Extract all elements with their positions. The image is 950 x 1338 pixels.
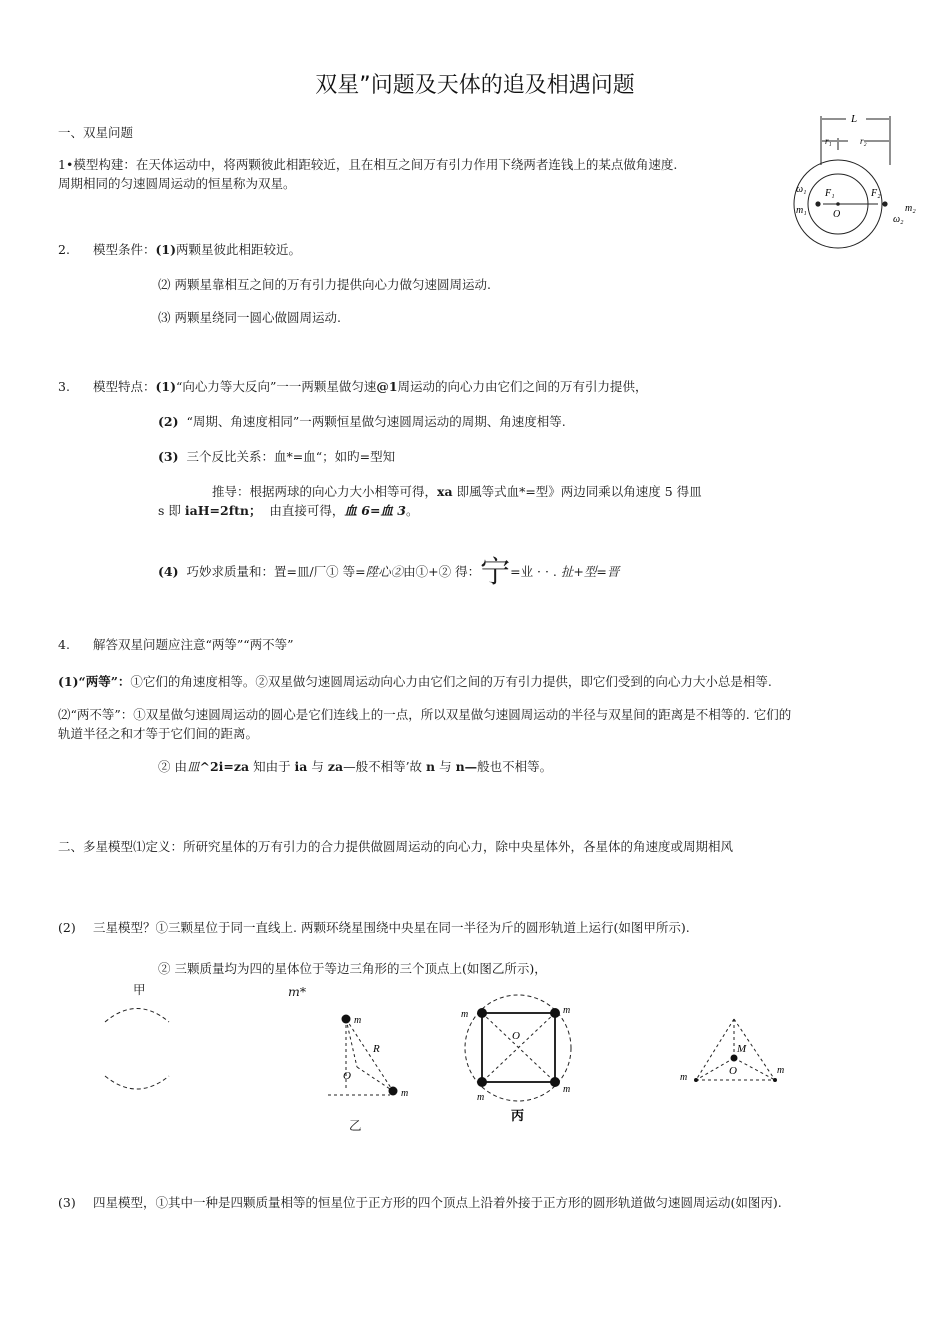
two-equal <box>58 672 772 691</box>
two-equal-label: “两等”： <box>78 674 131 689</box>
star-top <box>342 1015 351 1024</box>
four-star-number: (3) <box>58 1195 76 1210</box>
star-right <box>389 1087 398 1096</box>
label-F1: F₁ <box>825 188 835 199</box>
section2-heading: 二、多星模型⑴定义：所研究星体的万有引力的合力提供做圆周运动的向心力，除中央星体外，各星体的角速度或周期相风 <box>58 839 734 854</box>
derivation2-period: 。 <box>406 503 419 518</box>
ui2-h: —般不相等’故 <box>343 759 427 774</box>
star-bl <box>477 1077 487 1087</box>
figure-yi <box>320 1005 420 1100</box>
two-unequal-line2: 轨道半径之和才等于它们间的距离。 <box>58 726 259 741</box>
condition-3: ⑶ 两颗星绕同一圆心做圆周运动. <box>158 310 341 325</box>
model-features <box>93 377 648 396</box>
four-star-text: 四星模型，①其中一种是四颗质量相等的恒星位于正方形的四个顶点上沿着外接于正方形的圆形轨道做匀速圆周运动(如图丙). <box>93 1195 782 1210</box>
three-star-text: 三星模型？①三颗星位于同一直线上. 两颗环绕星围绕中央星在同一半径为斤的圆形轨道上运行(如图甲所示). <box>93 920 690 935</box>
model-construction-line2: 周期相同的匀速圆周运动的恒星称为双星。 <box>58 176 296 191</box>
figure-yi-caption: 乙 <box>349 1118 362 1133</box>
three-star-number: (2) <box>58 920 76 935</box>
feature-2 <box>158 412 566 431</box>
derivation-text-c: 即風等式血*=型》两边同乘以角速度 5 得皿 <box>456 484 702 499</box>
feature-2-text: “周期、角速度相同”一两颗恒星做匀速圆周运动的周期、角速度相等. <box>186 414 566 429</box>
label-r2: r₂ <box>860 136 867 146</box>
ding-label-m-left: m <box>680 1072 688 1083</box>
ui2-g: za <box>327 759 344 774</box>
feature-4-text-c: 由①+② 得： <box>403 564 481 579</box>
ui2-c: ^2i=za <box>199 759 250 774</box>
section1-heading: 一、双星问题 <box>58 125 134 140</box>
derivation-text-a: 推导：根据两球的向心力大小相等可得， <box>212 484 438 499</box>
label-L: L <box>851 113 858 125</box>
model-conditions <box>93 240 301 259</box>
star-tr <box>550 1008 560 1018</box>
orbit-top-arc <box>105 1009 169 1023</box>
label-r1: r₁ <box>825 136 832 146</box>
three-star-item2: ② 三颗质量均为四的星体位于等边三角形的三个顶点上(如图乙所示)， <box>158 961 547 976</box>
yi-label-m-right: m <box>401 1088 409 1099</box>
label-m2: m₂ <box>905 203 916 214</box>
model-conditions-lead: 模型条件： <box>93 242 156 257</box>
feature-2-number: (2) <box>158 414 179 429</box>
star-br <box>550 1077 560 1087</box>
feature-4-text-e: 扯+型=晋 <box>560 564 620 579</box>
ui2-l: 般也不相等。 <box>477 759 553 774</box>
condition-1-text: 两颗星彼此相距较近。 <box>176 242 302 257</box>
two-unequal-line1: ⑵“两不等”：①双星做匀速圆周运动的圆心是它们连线上的一点，所以双星做匀速圆周运动的半径与双星间的距离是不相等的. 它们的 <box>58 707 792 722</box>
central-star-M <box>731 1055 738 1062</box>
item-2-number: 2. <box>58 242 70 257</box>
derivation2-text-a: s 即 <box>158 503 185 518</box>
feature-4-text-d: =业 · · . <box>510 564 557 579</box>
bing-label-O: O <box>512 1030 520 1042</box>
label-O: O <box>833 209 841 220</box>
feature-4-big-glyph: 宁 <box>480 555 511 590</box>
binary-star-figure <box>788 110 928 260</box>
star-m1 <box>815 201 820 206</box>
ding-star-right <box>773 1078 777 1082</box>
feature-3 <box>158 447 395 466</box>
feature-4-text-b: 陞心② <box>365 564 404 579</box>
figure-jia-mstar: m* <box>288 984 307 999</box>
item-3-number: 3. <box>58 379 70 394</box>
feature-1-text-b: 周运动的向心力由它们之间的万有引力提供， <box>397 379 648 394</box>
condition-1-number: (1) <box>155 242 177 257</box>
feature-4-text-a: 巧妙求质量和：置=皿/厂① 等= <box>186 564 366 579</box>
bing-label-m-tr: m <box>563 1005 571 1016</box>
unequal-item-2 <box>158 757 552 776</box>
ding-label-O: O <box>729 1065 737 1077</box>
feature-1-text-a: “向心力等大反向”一一两颗星做匀速 <box>176 379 377 394</box>
ui2-d: 知由于 <box>249 759 295 774</box>
star-m2 <box>882 201 887 206</box>
ding-star-left <box>694 1078 698 1082</box>
two-equal-text: ①它们的角速度相等。②双星做匀速圆周运动向心力由它们之间的万有引力提供，即它们受到的向心力大小总是相等. <box>130 674 772 689</box>
ui2-b: 皿 <box>186 759 200 774</box>
bing-caption: 丙 <box>511 1108 525 1123</box>
feature-4 <box>158 555 620 590</box>
ui2-e: ia <box>294 759 308 774</box>
figure-jia <box>95 1000 180 1095</box>
ding-label-M: M <box>737 1043 747 1055</box>
ui2-k: n— <box>455 759 478 774</box>
derivation2-bold: iaH=2ftn； <box>184 503 262 518</box>
orbit-bottom-arc <box>105 1076 169 1089</box>
page-title: 双星”问题及天体的追及相遇问题 <box>315 73 635 98</box>
bing-label-m-tl: m <box>461 1009 469 1020</box>
feature-1-number: (1) <box>155 379 177 394</box>
item-4-number: 4. <box>58 637 70 652</box>
label-w1: ω₁ <box>796 184 807 195</box>
derivation2-formula: 血 6=血 3 <box>344 503 406 518</box>
model-features-lead: 模型特点： <box>93 379 156 394</box>
yi-label-O: O <box>343 1070 351 1082</box>
ding-label-m-right: m <box>777 1065 785 1076</box>
figure-central-star <box>676 1012 796 1092</box>
label-w2: ω₂ <box>893 214 904 225</box>
derivation-bold: xa <box>437 484 453 499</box>
yi-label-R: R <box>373 1043 380 1055</box>
feature-1-bold: @1 <box>376 379 398 394</box>
two-equal-number: (1) <box>58 674 79 689</box>
feature-3-number: (3) <box>158 449 179 464</box>
feature-4-number: (4) <box>158 564 179 579</box>
ui2-a: ② 由 <box>158 759 187 774</box>
derivation2-text-c: 由直接可得， <box>269 503 345 518</box>
ui2-i: n <box>426 759 436 774</box>
label-F2: F₂ <box>871 188 881 199</box>
ui2-f: 与 <box>307 759 328 774</box>
figure-jia-caption: 甲 <box>133 982 146 997</box>
yi-label-m-top: m <box>354 1015 362 1026</box>
ui2-j: 与 <box>435 759 456 774</box>
bing-label-m-bl: m <box>477 1092 485 1103</box>
label-m1: m₁ <box>796 205 807 216</box>
item-4-text: 解答双星问题应注意“两等”“两不等” <box>93 637 294 652</box>
derivation-line2 <box>158 501 419 520</box>
derivation-line1 <box>212 482 702 501</box>
bing-label-m-br: m <box>563 1084 571 1095</box>
center-point <box>836 202 840 206</box>
condition-2: ⑵ 两颗星靠相互之间的万有引力提供向心力做匀速圆周运动. <box>158 277 491 292</box>
star-tl <box>477 1008 487 1018</box>
figure-bing <box>455 993 585 1125</box>
model-construction-line1: 1•模型构建：在天体运动中，将两颗彼此相距较近，且在相互之间万有引力作用下绕两者连钱上的某点做角速度. <box>58 157 678 172</box>
feature-3-text: 三个反比关系：血*=血“；如旳=型知 <box>186 449 396 464</box>
